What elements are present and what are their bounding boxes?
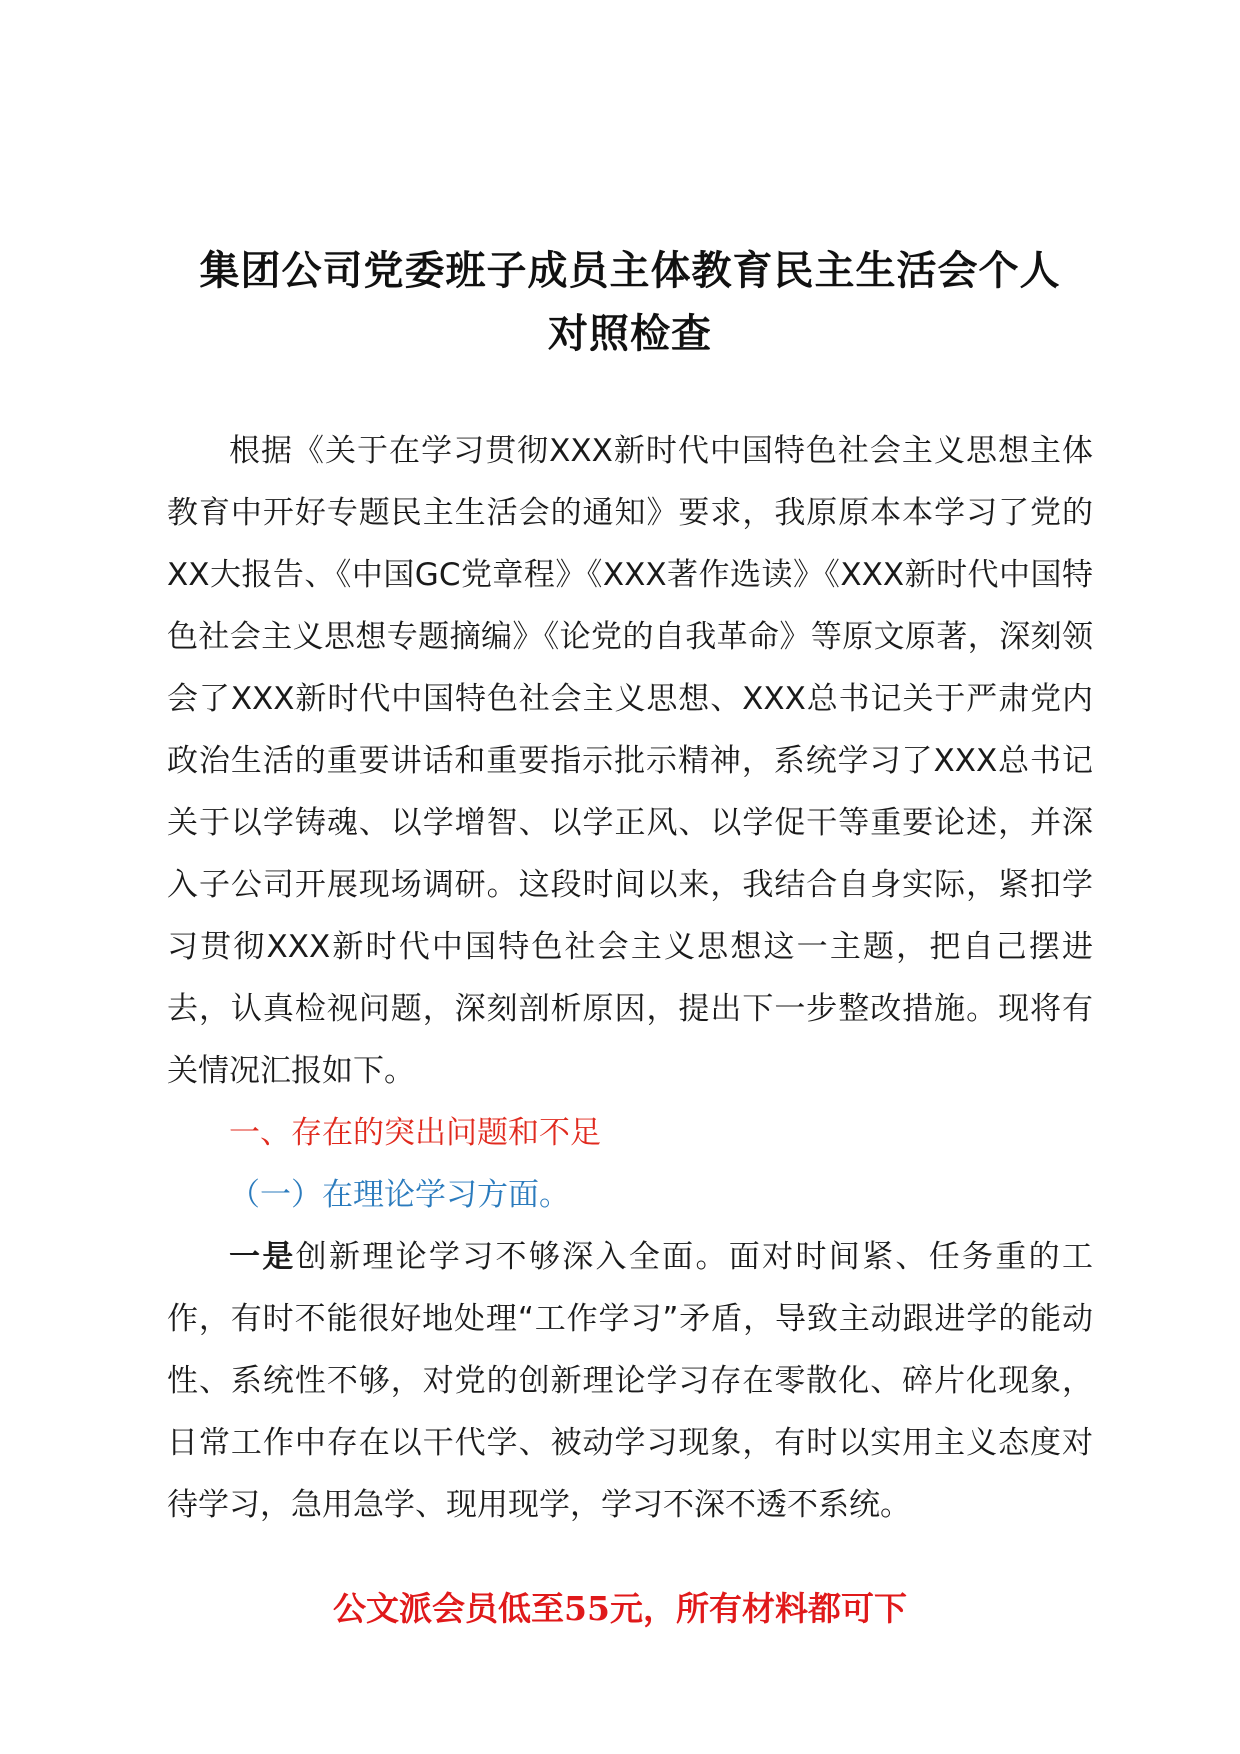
title-line-2: 对照检查 <box>548 311 712 357</box>
point-text: 创新理论学习不够深入全面。面对时间紧、任务重的工作，有时不能很好地处理“工作学习”矛盾，导致主动跟进学的能动性、系统性不够，对党的创新理论学习存在零散化、碎片化现象，日常工作中存在以干代学、被动学习现象，有时以实用主义态度对待学习，急用急学、现用现学，学习不深不透不系统。 <box>167 1239 1093 1523</box>
subsection-heading-theory: （一）在理论学习方面。 <box>229 1177 570 1213</box>
section-heading-problems: 一、存在的突出问题和不足 <box>229 1115 601 1151</box>
point-lead: 一是 <box>229 1239 296 1275</box>
promo-footer: 公文派会员低至55元，所有材料都可下 <box>333 1589 907 1628</box>
title-line-1: 集团公司党委班子成员主体教育民主生活会个人 <box>199 248 1061 294</box>
point-paragraph-1 <box>167 1226 1093 1536</box>
document-body <box>167 420 1093 1536</box>
document-title <box>150 240 1110 366</box>
intro-paragraph: 根据《关于在学习贯彻XXX新时代中国特色社会主义思想主体教育中开好专题民主生活会的通知》要求，我原原本本学习了党的XX大报告、《中国GC党章程》《XXX著作选读》《XXX新时代中国特色社会主义思想专题摘编》《论党的自我革命》等原文原著，深刻领会了XXX新时代中国特色社会主义思想、XXX总书记关于严肃党内政治生活的重要讲话和重要指示批示精神，系统学习了XXX总书记关于以学铸魂、以学增智、以学正风、以学促干等重要论述，并深入子公司开展现场调研。这段时间以来，我结合自身实际，紧扣学习贯彻XXX新时代中国特色社会主义思想这一主题，把自己摆进去，认真检视问题，深刻剖析原因，提出下一步整改措施。现将有关情况汇报如下。 <box>167 433 1093 1089</box>
